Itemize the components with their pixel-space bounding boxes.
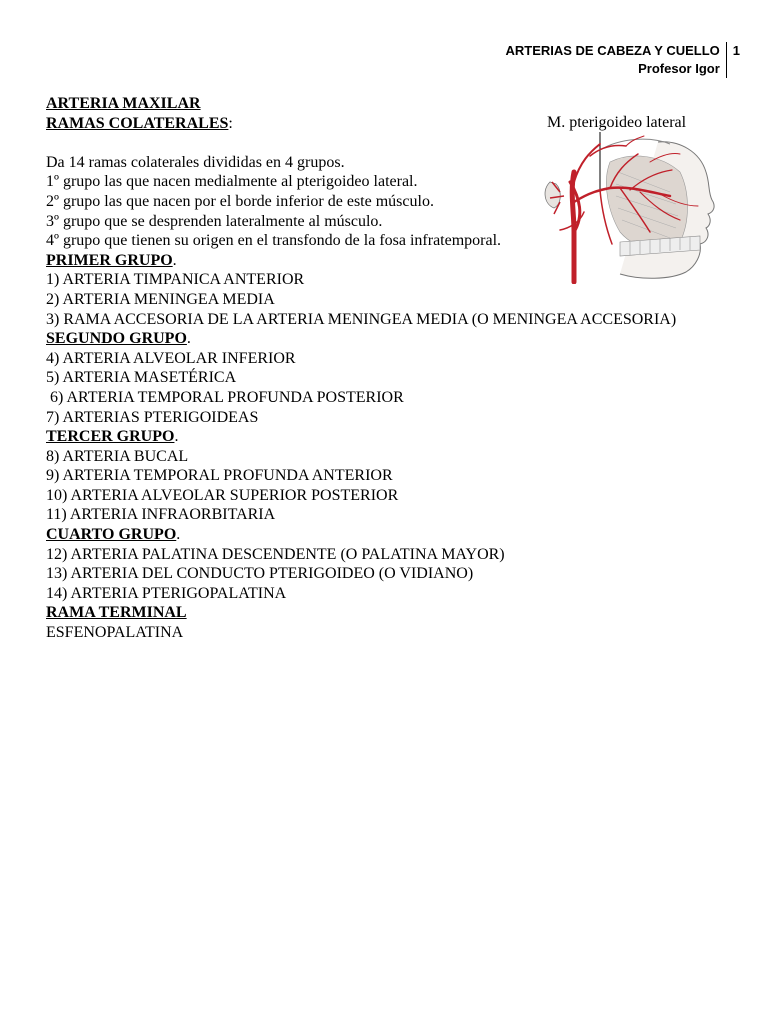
group-desc: 1º grupo las que nacen medialmente al pterigoideo lateral. — [46, 173, 418, 191]
primer-grupo-heading: PRIMER GRUPO — [46, 251, 173, 269]
colaterales-heading: RAMAS COLATERALES — [46, 114, 229, 132]
period: . — [186, 330, 191, 348]
terminal-item: ESFENOPALATINA — [46, 624, 184, 642]
period: . — [172, 251, 177, 269]
group-desc: 3º grupo que se desprenden lateralmente al músculo. — [46, 212, 383, 230]
rama-terminal-heading: RAMA TERMINAL — [46, 604, 187, 622]
page-header — [505, 42, 740, 78]
period: . — [174, 428, 179, 446]
list-item: 8) ARTERIA BUCAL — [46, 447, 189, 465]
list-item: 12) ARTERIA PALATINA DESCENDENTE (O PALATINA MAYOR) — [46, 545, 505, 563]
document-title: ARTERIA MAXILAR — [46, 95, 201, 112]
group-desc: 2º grupo las que nacen por el borde inferior de este músculo. — [46, 192, 434, 210]
list-item: 5) ARTERIA MASETÉRICA — [46, 369, 237, 387]
page-number: 1 — [732, 43, 740, 58]
list-item: 13) ARTERIA DEL CONDUCTO PTERIGOIDEO (O VIDIANO) — [46, 565, 474, 583]
header-text — [505, 42, 725, 78]
tercer-grupo-heading: TERCER GRUPO — [46, 428, 175, 446]
cuarto-grupo-heading: CUARTO GRUPO — [46, 526, 177, 544]
spacer — [46, 133, 686, 153]
list-item: 1) ARTERIA TIMPANICA ANTERIOR — [46, 271, 305, 289]
figure-label: M. pterigoideo lateral — [547, 114, 687, 131]
period: . — [176, 526, 181, 544]
colaterales-suffix: : — [228, 114, 233, 132]
list-item: 2) ARTERIA MENINGEA MEDIA — [46, 290, 275, 308]
list-item: 14) ARTERIA PTERIGOPALATINA — [46, 584, 287, 602]
list-item: 3) RAMA ACCESORIA DE LA ARTERIA MENINGEA MEDIA (O MENINGEA ACCESORIA) — [46, 310, 677, 328]
group-desc: 4º grupo que tienen su origen en el transfondo de la fosa infratemporal. — [46, 232, 502, 250]
list-item: 4) ARTERIA ALVEOLAR INFERIOR — [46, 349, 296, 367]
list-item: 11) ARTERIA INFRAORBITARIA — [46, 506, 276, 524]
list-item: 7) ARTERIAS PTERIGOIDEAS — [46, 408, 259, 426]
list-item: 6) ARTERIA TEMPORAL PROFUNDA POSTERIOR — [46, 388, 404, 406]
segundo-grupo-heading: SEGUNDO GRUPO — [46, 330, 187, 348]
intro-text: Da 14 ramas colaterales divididas en 4 grupos. — [46, 153, 345, 171]
header-title: ARTERIAS DE CABEZA Y CUELLO — [505, 43, 720, 58]
list-item: 10) ARTERIA ALVEOLAR SUPERIOR POSTERIOR — [46, 486, 399, 504]
document-body — [46, 94, 686, 643]
list-item: 9) ARTERIA TEMPORAL PROFUNDA ANTERIOR — [46, 467, 393, 485]
header-author: Profesor Igor — [638, 61, 720, 76]
